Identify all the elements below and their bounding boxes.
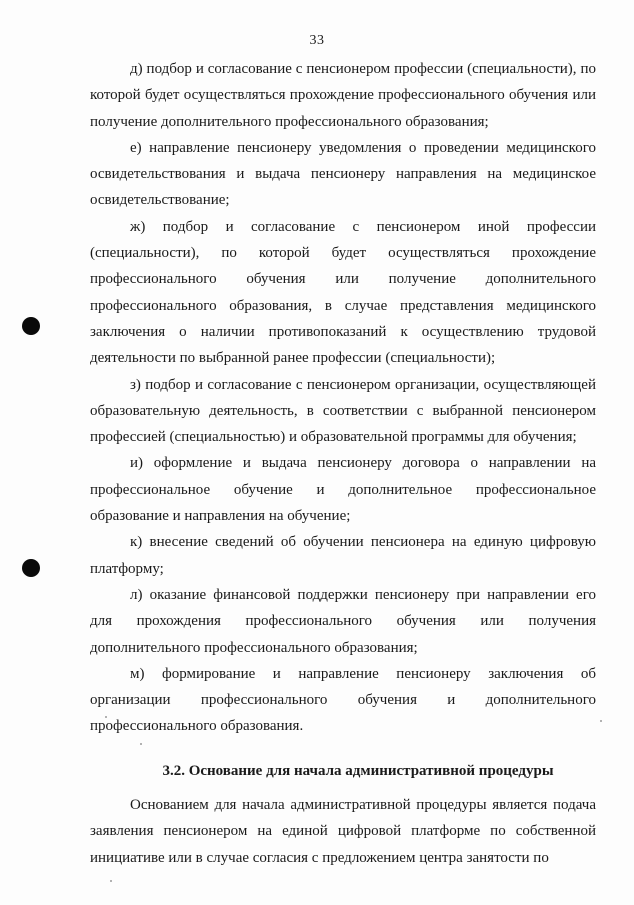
list-item-k: к) внесение сведений об обучении пенсионера на единую цифровую платформу; — [90, 534, 596, 577]
list-item-m: м) формирование и направление пенсионеру заключения об организации профессионального обучения и дополнительного профессионального образования. — [90, 665, 596, 735]
list-item-e: е) направление пенсионеру уведомления о проведении медицинского освидетельствования и выдача пенсионеру направления на медицинское освидетельствование; — [90, 139, 596, 209]
page-number: 33 — [309, 33, 325, 48]
list-item-d: д) подбор и согласование с пенсионером профессии (специальности), по которой будет осуществляться прохождение профессионального обучения или получение дополнительного профессионального образования; — [90, 61, 596, 130]
section-heading: 3.2. Основание для начала административной процедуры — [162, 762, 554, 779]
section-paragraph: Основанием для начала административной процедуры является подача заявления пенсионером на единой цифровой платформе по собственной инициативе или в случае согласия с предложением центра занятости по — [90, 797, 596, 866]
punch-hole-bottom — [22, 559, 40, 577]
list-item-l: л) оказание финансовой поддержки пенсионеру при направлении его для прохождения профессионального обучения или получения дополнительного профессионального образования; — [90, 586, 596, 656]
list-item-i: и) оформление и выдача пенсионеру договора о направлении на профессиональное обучение и дополнительное профессиональное образование и направления на обучение; — [90, 455, 596, 525]
punch-hole-top — [22, 317, 40, 335]
scan-speck — [110, 880, 112, 882]
list-item-zh: ж) подбор и согласование с пенсионером иной профессии (специальности), по которой будет осуществляться прохождение профессионального обучения или получение дополнительного профессионального образования, в случае представления медицинского заключения о наличии противопоказаний к осуществлению трудовой деятельности по выбранной ранее профессии (специальности); — [90, 218, 596, 367]
list-item-z: з) подбор и согласование с пенсионером организации, осуществляющей образовательную деятельность, в соответствии с выбранной пенсионером профессией (специальностью) и образовательной программы для обучения; — [90, 376, 596, 446]
scan-speck — [600, 720, 602, 722]
document-body — [90, 56, 596, 871]
